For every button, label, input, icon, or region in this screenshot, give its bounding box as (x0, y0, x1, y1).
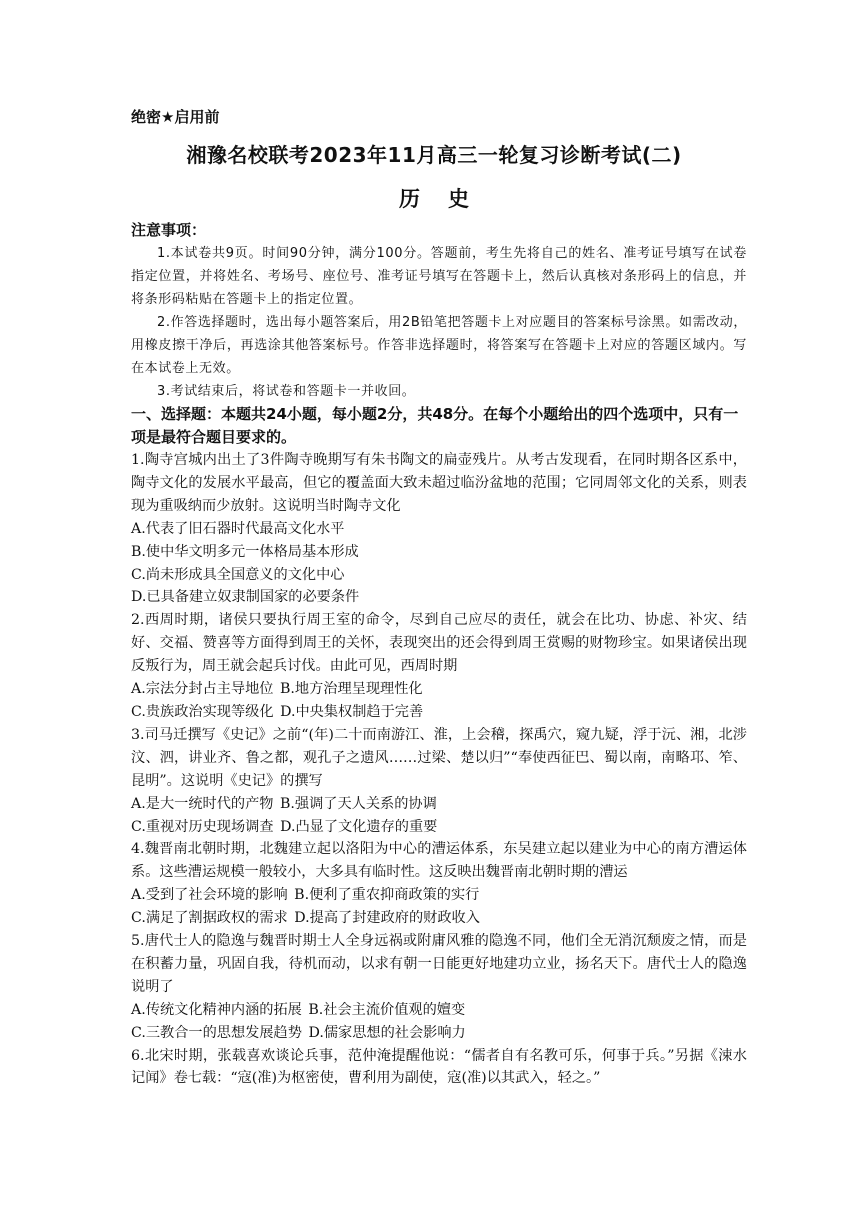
option-a: A.代表了旧石器时代最高文化水平 (131, 520, 345, 537)
notice-item: 3.考试结束后，将试卷和答题卡一并收回。 (157, 384, 416, 399)
exam-body (131, 219, 747, 1090)
confidential-label: 绝密★启用前 (131, 108, 220, 126)
section-heading: 一、选择题：本题共24小题，每小题2分，共48分。在每个小题给出的四个选项中，只有一项是最符合题目要求的。 (131, 405, 739, 446)
option-d: D.凸显了文化遗存的重要 (280, 818, 438, 835)
notice-item: 2.作答选择题时，选出每小题答案后，用2B铅笔把答题卡上对应题目的答案标号涂黑。如需改动，用橡皮擦干净后，再选涂其他答案标号。作答非选择题时，将答案写在答题卡上对应的答题区域内。写在本试卷上无效。 (131, 315, 747, 376)
exam-title: 湘豫名校联考2023年11月高三一轮复习诊断考试(二) (186, 143, 682, 167)
option-a: A.受到了社会环境的影响 (131, 887, 288, 904)
notice-item: 1.本试卷共9页。时间90分钟，满分100分。答题前，考生先将自己的姓名、准考证号填写在试卷指定位置，并将姓名、考场号、座位号、准考证号填写在答题卡上，然后认真核对条形码上的信息，并将条形码粘贴在答题卡上的指定位置。 (131, 246, 747, 307)
question-2 (131, 609, 747, 724)
option-c: C.尚未形成具全国意义的文化中心 (131, 566, 345, 583)
question-stem: 3.司马迁撰写《史记》之前“(年)二十而南游江、淮，上会稽，探禹穴，窥九疑，浮于沅、湘，北涉汶、泗，讲业齐、鲁之都，观孔子之遗风……过梁、楚以归”“奉使西征巴、蜀以南，南略邛、笮、昆明”。这说明《史记》的撰写 (131, 726, 747, 789)
option-row (131, 999, 747, 1022)
notice-heading: 注意事项： (131, 221, 207, 239)
option-d: D.中央集权制趋于完善 (280, 703, 424, 720)
option-row (131, 793, 747, 816)
option-b: B.社会主流价值观的嬗变 (308, 1001, 466, 1018)
question-5 (131, 930, 747, 1045)
option-c: C.三教合一的思想发展趋势 (131, 1024, 302, 1041)
question-stem: 2.西周时期，诸侯只要执行周王室的命令，尽到自己应尽的责任，就会在比功、协虑、补灾、结好、交福、赞喜等方面得到周王的关怀，表现突出的还会得到周王赏赐的财物珍宝。如果诸侯出现反叛行为，周王就会起兵讨伐。由此可见，西周时期 (131, 612, 747, 675)
option-a: A.宗法分封占主导地位 (131, 681, 274, 698)
option-b: B.强调了天人关系的协调 (279, 795, 437, 812)
option-a: A.是大一统时代的产物 (131, 795, 274, 812)
question-6 (131, 1045, 747, 1091)
subject-title: 历史 (399, 187, 497, 211)
option-d: D.提高了封建政府的财政收入 (294, 910, 480, 927)
option-row (131, 1022, 747, 1045)
option-row (131, 907, 747, 930)
question-4 (131, 838, 747, 930)
question-3 (131, 724, 747, 839)
option-c: C.贵族政治实现等级化 (131, 703, 274, 720)
question-stem: 4.魏晋南北朝时期，北魏建立起以洛阳为中心的漕运体系，东吴建立起以建业为中心的南方漕运体系。这些漕运规模一般较小，大多具有临时性。这反映出魏晋南北朝时期的漕运 (131, 841, 747, 881)
option-c: C.满足了割据政权的需求 (131, 910, 288, 927)
option-row (131, 884, 747, 907)
question-1 (131, 449, 747, 609)
question-stem: 1.陶寺宫城内出土了3件陶寺晚期写有朱书陶文的扁壶残片。从考古发现看，在同时期各区系中，陶寺文化的发展水平最高，但它的覆盖面大致未超过临汾盆地的范围；它同周邻文化的关系，则表现为重吸纳而少放射。这说明当时陶寺文化 (131, 452, 747, 514)
option-b: B.便利了重农抑商政策的实行 (294, 887, 480, 904)
option-d: D.儒家思想的社会影响力 (308, 1024, 466, 1041)
option-row (131, 701, 747, 724)
option-d: D.已具备建立奴隶制国家的必要条件 (131, 589, 360, 606)
option-b: B.地方治理呈现理性化 (279, 681, 423, 698)
option-b: B.使中华文明多元一体格局基本形成 (131, 543, 359, 560)
option-row (131, 816, 747, 839)
question-stem: 5.唐代士人的隐逸与魏晋时期士人全身远祸或附庸风雅的隐逸不同，他们全无消沉颓废之情，而是在积蓄力量，巩固自我，待机而动，以求有朝一日能更好地建功立业，扬名天下。唐代士人的隐逸说明了 (131, 933, 747, 995)
option-a: A.传统文化精神内涵的拓展 (131, 1001, 302, 1018)
option-row (131, 678, 747, 701)
option-c: C.重视对历史现场调查 (131, 818, 274, 835)
question-stem: 6.北宋时期，张载喜欢谈论兵事，范仲淹提醒他说：“儒者自有名教可乐，何事于兵。”另据《涑水记闻》卷七载：“寇(准)为枢密使，曹利用为副使，寇(准)以其武入，轻之。” (131, 1047, 747, 1087)
